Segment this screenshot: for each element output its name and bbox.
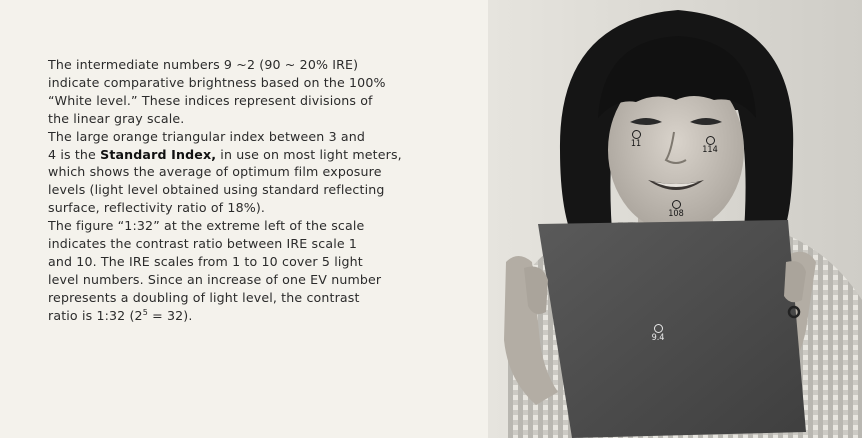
reading-ring-icon bbox=[706, 136, 715, 145]
text-line: The intermediate numbers 9 ~2 (90 ~ 20% IRE) bbox=[48, 57, 359, 72]
text-line: level numbers. Since an increase of one EV number bbox=[48, 271, 382, 287]
marker-label: 114 bbox=[702, 145, 718, 155]
exponent: 5 bbox=[142, 307, 148, 317]
gray-card bbox=[538, 220, 806, 438]
text-line bbox=[48, 307, 428, 325]
marker-label: 108 bbox=[668, 209, 684, 219]
marker-left-cheek bbox=[626, 130, 646, 149]
text-line: The figure “1:32” at the extreme left of the scale bbox=[48, 218, 365, 234]
reading-ring-icon bbox=[654, 324, 663, 333]
text-fragment: in use on most light meters, bbox=[216, 146, 402, 162]
photo-illustration bbox=[488, 0, 862, 438]
text-fragment: = 32). bbox=[147, 307, 193, 323]
text-fragment: ratio is 1:32 (2 bbox=[48, 307, 143, 323]
text-line: and 10. The IRE scales from 1 to 10 cover 5 light bbox=[48, 253, 363, 269]
reading-ring-icon bbox=[632, 130, 641, 139]
text-line bbox=[48, 146, 428, 164]
text-line: which shows the average of optimum film exposure bbox=[48, 164, 382, 180]
marker-label: 11 bbox=[630, 139, 642, 149]
text-line: the linear gray scale. bbox=[48, 110, 185, 126]
marker-gray-card bbox=[646, 324, 670, 343]
marker-label: 9.4 bbox=[651, 333, 665, 343]
marker-chin bbox=[664, 200, 688, 219]
standard-index-term: Standard Index, bbox=[100, 146, 217, 162]
marker-right-cheek bbox=[698, 136, 722, 155]
body-text bbox=[48, 56, 428, 325]
text-fragment: 4 is the bbox=[48, 146, 101, 162]
text-line: indicate comparative brightness based on the 100% bbox=[48, 74, 386, 90]
text-line: levels (light level obtained using standard reflecting bbox=[48, 182, 385, 198]
reading-ring-icon bbox=[672, 200, 681, 209]
text-line: surface, reflectivity ratio of 18%). bbox=[48, 200, 266, 216]
model-photo bbox=[488, 0, 862, 438]
text-line: indicates the contrast ratio between IRE scale 1 bbox=[48, 236, 358, 252]
text-line: represents a doubling of light level, the contrast bbox=[48, 289, 360, 305]
text-line: The large orange triangular index between 3 and bbox=[48, 128, 366, 144]
text-line: “White level.” These indices represent divisions of bbox=[48, 92, 373, 108]
